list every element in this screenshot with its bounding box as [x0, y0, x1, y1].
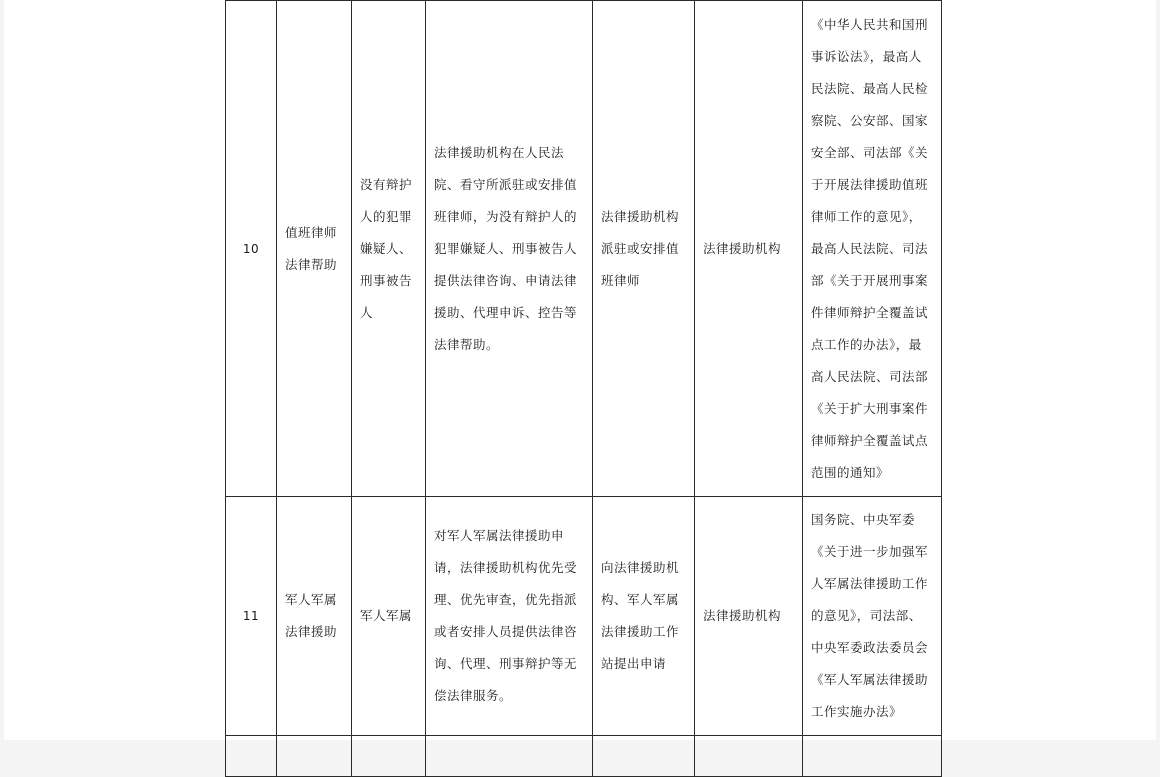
table-row [226, 497, 942, 736]
table-row [226, 1, 942, 497]
row-number: 11 [226, 497, 277, 736]
service-name: 值班律师法律帮助 [277, 1, 352, 497]
row-number: 10 [226, 1, 277, 497]
empty-cell [352, 736, 426, 777]
service-name: 军人军属法律援助 [277, 497, 352, 736]
empty-cell [226, 736, 277, 777]
empty-cell [803, 736, 942, 777]
service-basis: 《中华人民共和国刑事诉讼法》，最高人民法院、最高人民检察院、公安部、国家安全部、司法部《关于开展法律援助值班律师工作的意见》，最高人民法院、司法部《关于开展刑事案件律师辩护全覆盖试点工作的办法》，最高人民法院、司法部《关于扩大刑事案件律师辩护全覆盖试点范围的通知》 [803, 1, 942, 497]
service-agency: 法律援助机构 [695, 497, 803, 736]
service-object: 没有辩护人的犯罪嫌疑人、刑事被告人 [352, 1, 426, 497]
empty-cell [277, 736, 352, 777]
table-row-partial [226, 736, 942, 777]
service-content: 法律援助机构在人民法院、看守所派驻或安排值班律师，为没有辩护人的犯罪嫌疑人、刑事被告人提供法律咨询、申请法律援助、代理申诉、控告等法律帮助。 [426, 1, 593, 497]
service-basis: 国务院、中央军委《关于进一步加强军人军属法律援助工作的意见》，司法部、中央军委政法委员会《军人军属法律援助工作实施办法》 [803, 497, 942, 736]
document-page [4, 0, 1156, 740]
service-procedure: 向法律援助机构、军人军属法律援助工作站提出申请 [593, 497, 695, 736]
service-table [225, 0, 942, 777]
empty-cell [426, 736, 593, 777]
service-content: 对军人军属法律援助申请，法律援助机构优先受理、优先审查，优先指派或者安排人员提供法律咨询、代理、刑事辩护等无偿法律服务。 [426, 497, 593, 736]
empty-cell [695, 736, 803, 777]
service-agency: 法律援助机构 [695, 1, 803, 497]
service-procedure: 法律援助机构派驻或安排值班律师 [593, 1, 695, 497]
empty-cell [593, 736, 695, 777]
service-object: 军人军属 [352, 497, 426, 736]
